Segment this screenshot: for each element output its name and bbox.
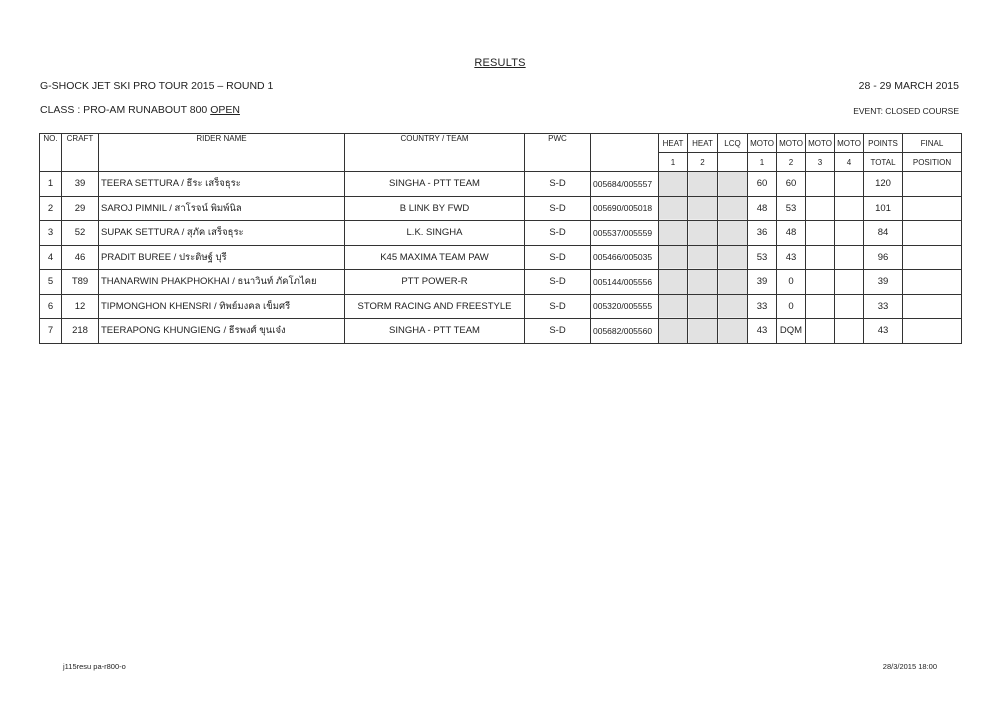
- cell-heat2: [688, 221, 718, 246]
- cell-moto3: [806, 319, 835, 344]
- cell-heat1: [659, 172, 688, 197]
- cell-serial: 005320/005555: [591, 294, 659, 319]
- cell-serial: 005690/005018: [591, 196, 659, 221]
- col-moto2: MOTO: [777, 134, 806, 153]
- col-craft: CRAFT: [62, 134, 99, 172]
- cell-heat2: [688, 245, 718, 270]
- cell-pwc: S-D: [525, 245, 591, 270]
- cell-moto2: 53: [777, 196, 806, 221]
- col-final-sub: POSITION: [903, 153, 962, 172]
- cell-no: 1: [40, 172, 62, 197]
- cell-moto1: 53: [748, 245, 777, 270]
- table-row: [40, 196, 962, 221]
- cell-craft: 52: [62, 221, 99, 246]
- cell-lcq: [718, 221, 748, 246]
- cell-moto2: 0: [777, 294, 806, 319]
- cell-no: 4: [40, 245, 62, 270]
- cell-heat2: [688, 196, 718, 221]
- cell-moto2: 48: [777, 221, 806, 246]
- class-open-label: OPEN: [210, 104, 240, 116]
- footer-timestamp: 28/3/2015 18:00: [882, 662, 937, 671]
- cell-pwc: S-D: [525, 221, 591, 246]
- cell-moto1: 48: [748, 196, 777, 221]
- cell-points: 96: [864, 245, 903, 270]
- cell-moto1: 36: [748, 221, 777, 246]
- cell-serial: 005684/005557: [591, 172, 659, 197]
- cell-moto3: [806, 172, 835, 197]
- cell-final: [903, 245, 962, 270]
- cell-rider: SUPAK SETTURA / สุภัค เสร็จธุระ: [99, 221, 345, 246]
- cell-lcq: [718, 172, 748, 197]
- cell-points: 33: [864, 294, 903, 319]
- cell-moto4: [835, 294, 864, 319]
- col-no: NO.: [40, 134, 62, 172]
- col-heat2-sub: 2: [688, 153, 718, 172]
- class-label: CLASS : PRO-AM RUNABOUT 800: [40, 104, 211, 116]
- cell-moto4: [835, 245, 864, 270]
- col-heat2: HEAT: [688, 134, 718, 153]
- cell-moto4: [835, 172, 864, 197]
- cell-pwc: S-D: [525, 270, 591, 295]
- cell-rider: TEERA SETTURA / ธีระ เสร็จธุระ: [99, 172, 345, 197]
- cell-points: 84: [864, 221, 903, 246]
- cell-moto1: 39: [748, 270, 777, 295]
- cell-moto1: 60: [748, 172, 777, 197]
- cell-lcq: [718, 196, 748, 221]
- cell-pwc: S-D: [525, 172, 591, 197]
- table-row: [40, 221, 962, 246]
- col-moto1-sub: 1: [748, 153, 777, 172]
- event-name: G-SHOCK JET SKI PRO TOUR 2015 – ROUND 1: [40, 80, 274, 92]
- col-points: POINTS: [864, 134, 903, 153]
- cell-heat1: [659, 294, 688, 319]
- cell-points: 39: [864, 270, 903, 295]
- cell-heat1: [659, 319, 688, 344]
- cell-final: [903, 270, 962, 295]
- cell-final: [903, 172, 962, 197]
- cell-craft: 218: [62, 319, 99, 344]
- cell-craft: 12: [62, 294, 99, 319]
- cell-moto3: [806, 196, 835, 221]
- col-heat1-sub: 1: [659, 153, 688, 172]
- cell-rider: TEERAPONG KHUNGIENG / ธีรพงศ์ ขุนเจ๋ง: [99, 319, 345, 344]
- col-heat1: HEAT: [659, 134, 688, 153]
- cell-craft: 39: [62, 172, 99, 197]
- cell-rider: TIPMONGHON KHENSRI / ทิพย์มงคล เข็มศรี: [99, 294, 345, 319]
- cell-team: K45 MAXIMA TEAM PAW: [345, 245, 525, 270]
- col-country-team: COUNTRY / TEAM: [345, 134, 525, 172]
- cell-final: [903, 196, 962, 221]
- cell-team: SINGHA - PTT TEAM: [345, 172, 525, 197]
- table-row: [40, 172, 962, 197]
- cell-team: STORM RACING AND FREESTYLE: [345, 294, 525, 319]
- cell-moto2: 43: [777, 245, 806, 270]
- col-moto4: MOTO: [835, 134, 864, 153]
- cell-no: 2: [40, 196, 62, 221]
- cell-serial: 005682/005560: [591, 319, 659, 344]
- cell-moto2: 0: [777, 270, 806, 295]
- table-row: [40, 270, 962, 295]
- col-moto2-sub: 2: [777, 153, 806, 172]
- cell-heat1: [659, 221, 688, 246]
- cell-moto1: 33: [748, 294, 777, 319]
- page-title: RESULTS: [474, 57, 526, 69]
- col-lcq-sub: [718, 153, 748, 172]
- col-moto3: MOTO: [806, 134, 835, 153]
- cell-moto3: [806, 270, 835, 295]
- col-moto1: MOTO: [748, 134, 777, 153]
- cell-moto2: 60: [777, 172, 806, 197]
- cell-team: SINGHA - PTT TEAM: [345, 319, 525, 344]
- col-lcq: LCQ: [718, 134, 748, 153]
- col-final: FINAL: [903, 134, 962, 153]
- cell-heat2: [688, 294, 718, 319]
- cell-rider: PRADIT BUREE / ประดิษฐ์ บุรี: [99, 245, 345, 270]
- cell-moto4: [835, 270, 864, 295]
- cell-craft: 46: [62, 245, 99, 270]
- cell-heat2: [688, 172, 718, 197]
- footer-file-code: j115resu pa-r800-o: [63, 662, 126, 671]
- cell-moto3: [806, 294, 835, 319]
- cell-moto3: [806, 221, 835, 246]
- cell-points: 43: [864, 319, 903, 344]
- cell-heat2: [688, 319, 718, 344]
- cell-serial: 005144/005556: [591, 270, 659, 295]
- cell-no: 3: [40, 221, 62, 246]
- cell-final: [903, 221, 962, 246]
- cell-team: PTT POWER-R: [345, 270, 525, 295]
- cell-pwc: S-D: [525, 319, 591, 344]
- cell-moto4: [835, 221, 864, 246]
- cell-rider: THANARWIN PHAKPHOKHAI / ธนาวินท์ ภัคโภไคย: [99, 270, 345, 295]
- cell-team: B LINK BY FWD: [345, 196, 525, 221]
- header-row: [40, 134, 962, 153]
- cell-moto4: [835, 319, 864, 344]
- cell-pwc: S-D: [525, 294, 591, 319]
- cell-no: 6: [40, 294, 62, 319]
- cell-pwc: S-D: [525, 196, 591, 221]
- cell-no: 7: [40, 319, 62, 344]
- cell-serial: 005466/005035: [591, 245, 659, 270]
- cell-no: 5: [40, 270, 62, 295]
- class-line: [40, 104, 240, 116]
- cell-serial: 005537/005559: [591, 221, 659, 246]
- col-points-sub: TOTAL: [864, 153, 903, 172]
- cell-craft: T89: [62, 270, 99, 295]
- col-moto3-sub: 3: [806, 153, 835, 172]
- cell-heat1: [659, 245, 688, 270]
- cell-moto2: DQM: [777, 319, 806, 344]
- cell-lcq: [718, 294, 748, 319]
- cell-moto4: [835, 196, 864, 221]
- col-serial: [591, 134, 659, 172]
- event-dates: 28 - 29 MARCH 2015: [858, 80, 959, 92]
- cell-heat1: [659, 270, 688, 295]
- cell-lcq: [718, 270, 748, 295]
- table-row: [40, 245, 962, 270]
- cell-team: L.K. SINGHA: [345, 221, 525, 246]
- cell-lcq: [718, 319, 748, 344]
- cell-craft: 29: [62, 196, 99, 221]
- cell-final: [903, 319, 962, 344]
- table-row: [40, 319, 962, 344]
- col-pwc: PWC: [525, 134, 591, 172]
- col-moto4-sub: 4: [835, 153, 864, 172]
- cell-points: 120: [864, 172, 903, 197]
- table-row: [40, 294, 962, 319]
- cell-moto1: 43: [748, 319, 777, 344]
- cell-heat1: [659, 196, 688, 221]
- cell-points: 101: [864, 196, 903, 221]
- event-type: EVENT: CLOSED COURSE: [853, 106, 959, 116]
- cell-final: [903, 294, 962, 319]
- results-table: [39, 133, 962, 344]
- cell-rider: SAROJ PIMNIL / สาโรจน์ พิมพ์นิล: [99, 196, 345, 221]
- cell-lcq: [718, 245, 748, 270]
- col-rider-name: RIDER NAME: [99, 134, 345, 172]
- cell-heat2: [688, 270, 718, 295]
- cell-moto3: [806, 245, 835, 270]
